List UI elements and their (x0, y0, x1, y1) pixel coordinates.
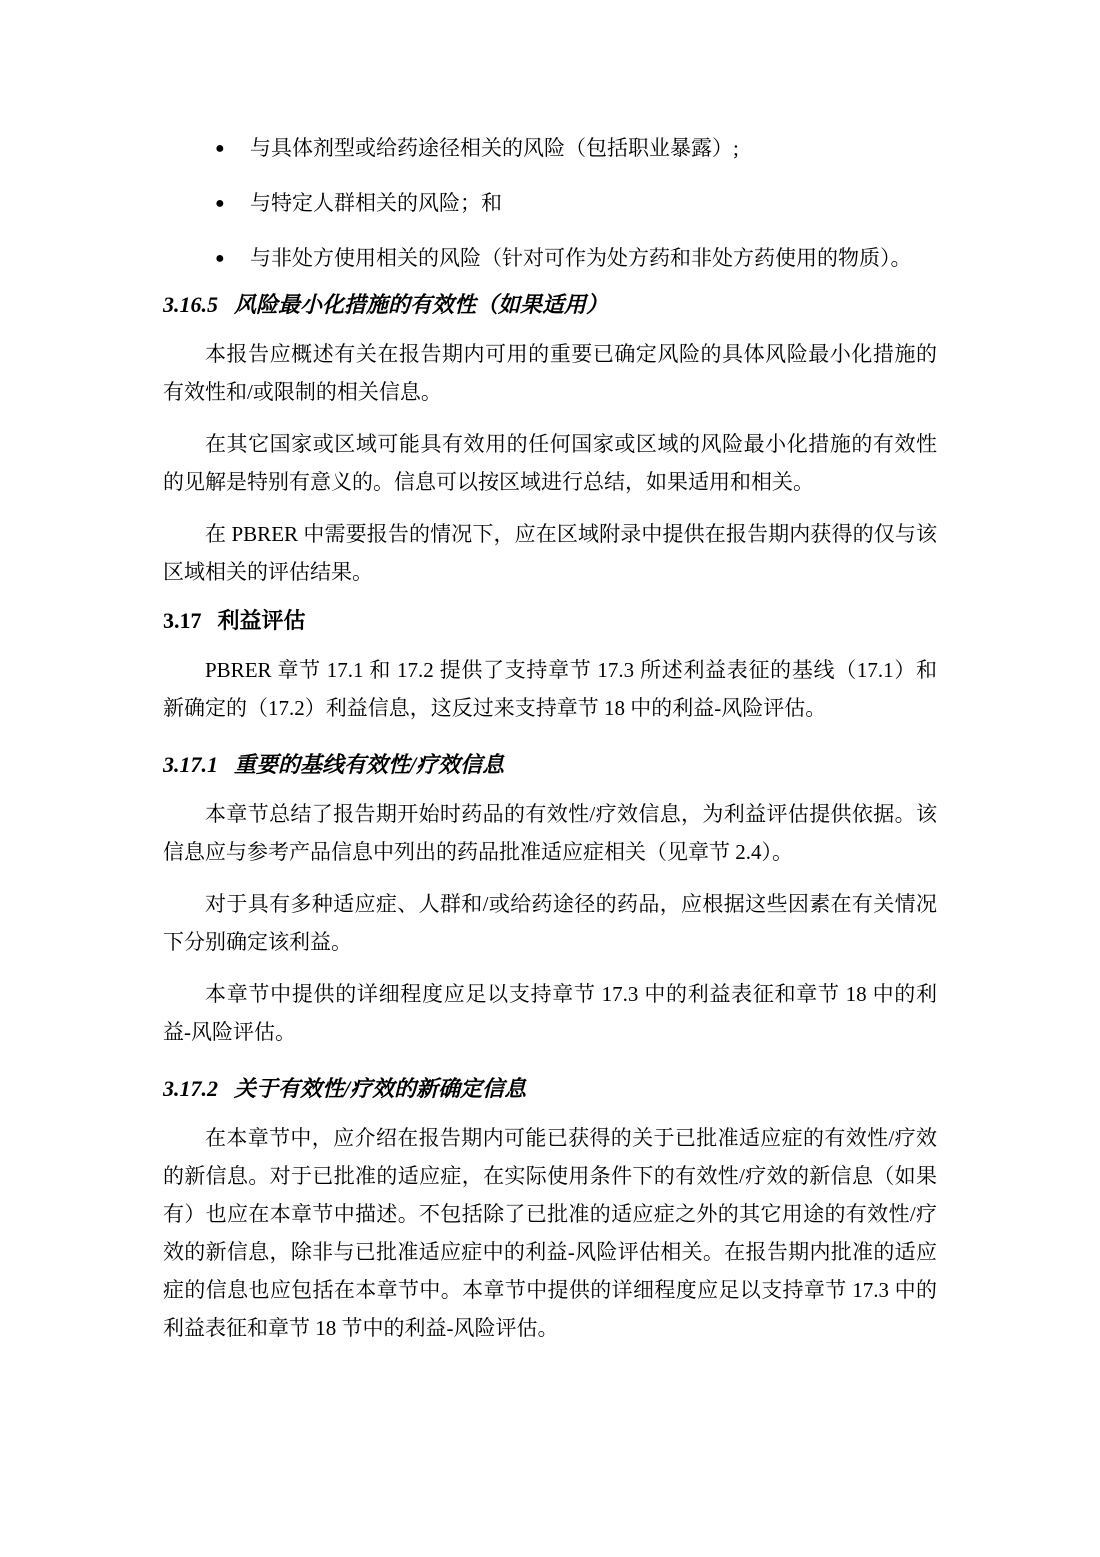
page-content (163, 126, 937, 1361)
section-title: 关于有效性/疗效的新确定信息 (234, 1076, 527, 1101)
bullet-icon: ● (215, 140, 225, 157)
bullet-text: 与具体剂型或给药途径相关的风险（包括职业暴露）; (250, 136, 739, 160)
section-heading-3-17 (163, 605, 937, 637)
paragraph: 在其它国家或区域可能具有效用的任何国家或区域的风险最小化措施的有效性的见解是特别有意义的。信息可以按区域进行总结，如果适用和相关。 (163, 432, 937, 494)
section-heading-3-17-1 (163, 749, 937, 781)
list-item (163, 181, 937, 226)
bullet-icon: ● (215, 195, 225, 212)
section-number: 3.16.5 (163, 292, 218, 317)
section-number: 3.17 (163, 608, 202, 633)
section-title: 风险最小化措施的有效性（如果适用） (234, 292, 609, 317)
bullet-text: 与非处方使用相关的风险（针对可作为处方药和非处方药使用的物质）。 (250, 246, 912, 270)
paragraph: 本报告应概述有关在报告期内可用的重要已确定风险的具体风险最小化措施的有效性和/或限制的相关信息。 (163, 342, 937, 404)
section-number: 3.17.1 (163, 752, 218, 777)
section-number: 3.17.2 (163, 1076, 218, 1101)
list-item (163, 126, 937, 171)
section-title: 重要的基线有效性/疗效信息 (234, 752, 505, 777)
list-item (163, 236, 937, 281)
section-heading-3-17-2 (163, 1073, 937, 1105)
bullet-icon: ● (215, 250, 225, 267)
section-heading-3-16-5 (163, 289, 937, 321)
paragraph: 对于具有多种适应症、人群和/或给药途径的药品，应根据这些因素在有关情况下分别确定该利益。 (163, 892, 937, 954)
paragraph: 在 PBRER 中需要报告的情况下，应在区域附录中提供在报告期内获得的仅与该区域相关的评估结果。 (163, 522, 937, 584)
risk-bullet-list (163, 126, 937, 281)
paragraph: 本章节中提供的详细程度应足以支持章节 17.3 中的利益表征和章节 18 中的利益-风险评估。 (163, 982, 937, 1044)
paragraph: 本章节总结了报告期开始时药品的有效性/疗效信息，为利益评估提供依据。该信息应与参考产品信息中列出的药品批准适应症相关（见章节 2.4）。 (163, 802, 937, 864)
paragraph: 在本章节中，应介绍在报告期内可能已获得的关于已批准适应症的有效性/疗效的新信息。对于已批准的适应症，在实际使用条件下的有效性/疗效的新信息（如果有）也应在本章节中描述。不包括除了已批准的适应症之外的其它用途的有效性/疗效的新信息，除非与已批准适应症中的利益-风险评估相关。在报告期内批准的适应症的信息也应包括在本章节中。本章节中提供的详细程度应足以支持章节 17.3 中的利益表征和章节 18 节中的利益-风险评估。 (163, 1126, 937, 1340)
paragraph: PBRER 章节 17.1 和 17.2 提供了支持章节 17.3 所述利益表征的基线（17.1）和新确定的（17.2）利益信息，这反过来支持章节 18 中的利益-风险评估。 (163, 658, 937, 720)
bullet-text: 与特定人群相关的风险；和 (250, 191, 502, 215)
section-title: 利益评估 (217, 608, 306, 633)
